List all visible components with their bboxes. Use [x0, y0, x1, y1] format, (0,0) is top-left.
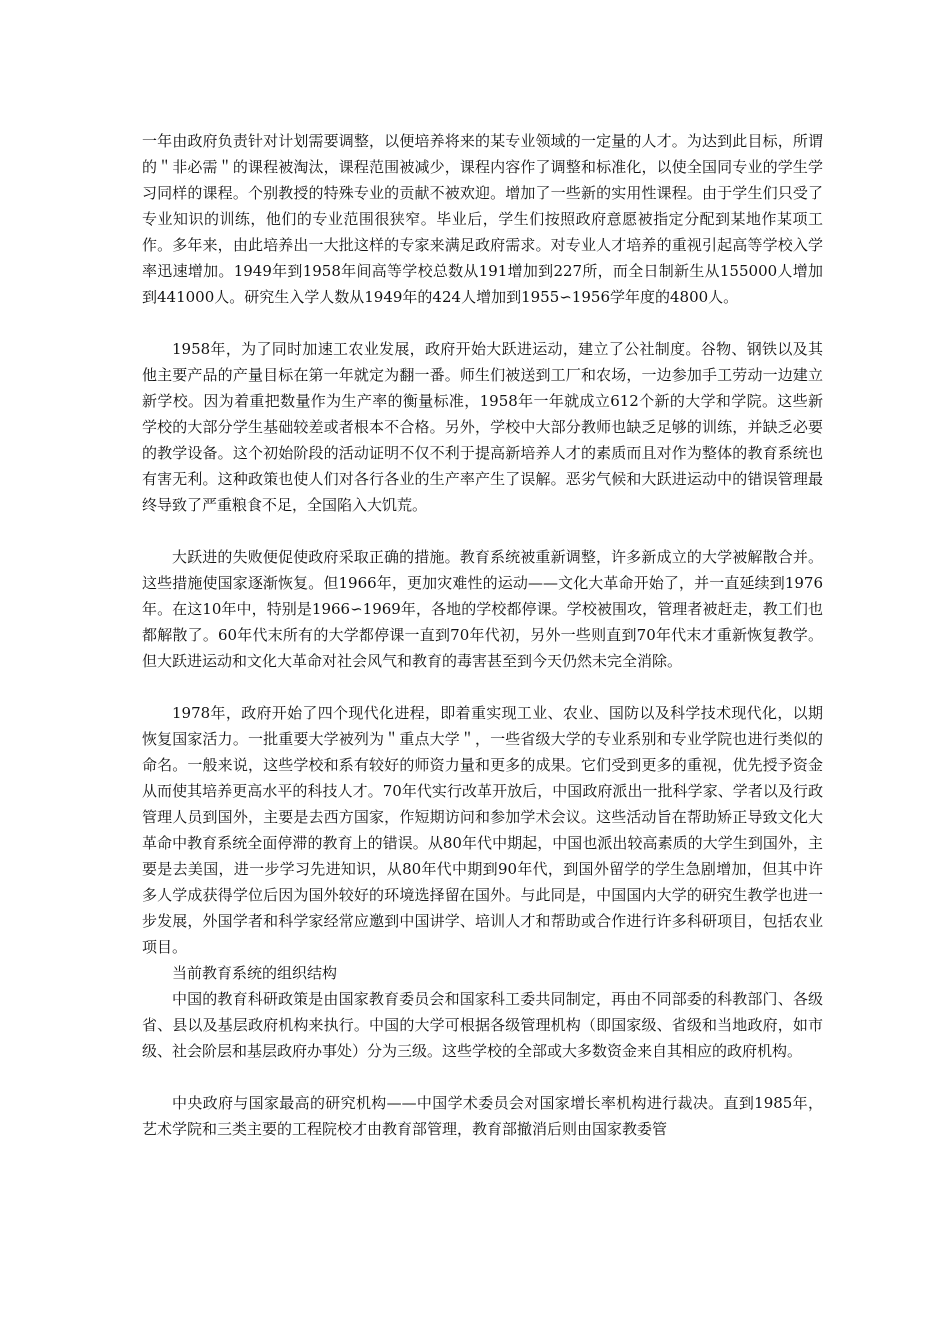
paragraph-gap: [142, 310, 823, 336]
paragraph-gap: [142, 1064, 823, 1090]
paragraph-3: 大跃进的失败便促使政府采取正确的措施。教育系统被重新调整，许多新成立的大学被解散合并。这些措施使国家逐渐恢复。但1966年，更加灾难性的运动——文化大革命开始了，并一直延续到1976年。在这10年中，特别是1966∽1969年，各地的学校都停课。学校被围攻，管理者被赶走，教工们也都解散了。60年代末所有的大学都停课一直到70年代初，另外一些则直到70年代末才重新恢复教学。但大跃进运动和文化大革命对社会风气和教育的毒害甚至到今天仍然未完全消除。: [142, 548, 823, 670]
paragraph-5: 中国的教育科研政策是由国家教育委员会和国家科工委共同制定，再由不同部委的科教部门、各级省、县以及基层政府机构来执行。中国的大学可根据各级管理机构（即国家级、省级和当地政府，如市级、社会阶层和基层政府办事处）分为三级。这些学校的全部或大多数资金来自其相应的政府机构。: [142, 990, 823, 1060]
paragraph-gap: [142, 518, 823, 544]
paragraph-4: 1978年，政府开始了四个现代化进程，即着重实现工业、农业、国防以及科学技术现代化，以期恢复国家活力。一批重要大学被列为＂重点大学＂，一些省级大学的专业系别和专业学院也进行类似的命名。一般来说，这些学校和系有较好的师资力量和更多的成果。它们受到更多的重视，优先授予资金从而使其培养更高水平的科技人才。70年代实行改革开放后，中国政府派出一批科学家、学者以及行政管理人员到国外，主要是去西方国家，作短期访问和参加学术会议。这些活动旨在帮助矫正导致文化大革命中教育系统全面停滞的教育上的错误。从80年代中期起，中国也派出较高素质的大学生到国外，主要是去美国，进一步学习先进知识，从80年代中期到90年代，到国外留学的学生急剧增加，但其中许多人学成获得学位后因为国外较好的环境选择留在国外。与此同是，中国国内大学的研究生教学也进一步发展，外国学者和科学家经常应邀到中国讲学、培训人才和帮助或合作进行许多科研项目，包括农业项目。: [142, 704, 823, 956]
paragraph-gap: [142, 674, 823, 700]
paragraph-6: 中央政府与国家最高的研究机构——中国学术委员会对国家增长率机构进行裁决。直到1985年，艺术学院和三类主要的工程院校才由教育部管理，教育部撤消后则由国家教委管: [142, 1094, 823, 1138]
paragraph-2: 1958年，为了同时加速工农业发展，政府开始大跃进运动，建立了公社制度。谷物、钢铁以及其他主要产品的产量目标在第一年就定为翻一番。师生们被送到工厂和农场，一边参加手工劳动一边建立新学校。因为着重把数量作为生产率的衡量标准，1958年一年就成立612个新的大学和学院。这些新学校的大部分学生基础较差或者根本不合格。另外，学校中大部分教师也缺乏足够的训练，并缺乏必要的教学设备。这个初始阶段的活动证明不仅不利于提高新培养人才的素质而且对作为整体的教育系统也有害无利。这种政策也使人们对各行各业的生产率产生了误解。恶劣气候和大跃进运动中的错误管理最终导致了严重粮食不足，全国陷入大饥荒。: [142, 340, 823, 514]
section-heading: 当前教育系统的组织结构: [172, 964, 338, 982]
document-body: [142, 128, 823, 1142]
paragraph-1: 一年由政府负责针对计划需要调整，以便培养将来的某专业领域的一定量的人才。为达到此目标，所谓的＂非必需＂的课程被淘汰，课程范围被减少，课程内容作了调整和标准化，以使全国同专业的学生学习同样的课程。个别教授的特殊专业的贡献不被欢迎。增加了一些新的实用性课程。由于学生们只受了专业知识的训练，他们的专业范围很狭窄。毕业后，学生们按照政府意愿被指定分配到某地作某项工作。多年来，由此培养出一大批这样的专家来满足政府需求。对专业人才培养的重视引起高等学校入学率迅速增加。1949年到1958年间高等学校总数从191增加到227所，而全日制新生从155000人增加到441000人。研究生入学人数从1949年的424人增加到1955∽1956学年度的4800人。: [142, 132, 823, 306]
